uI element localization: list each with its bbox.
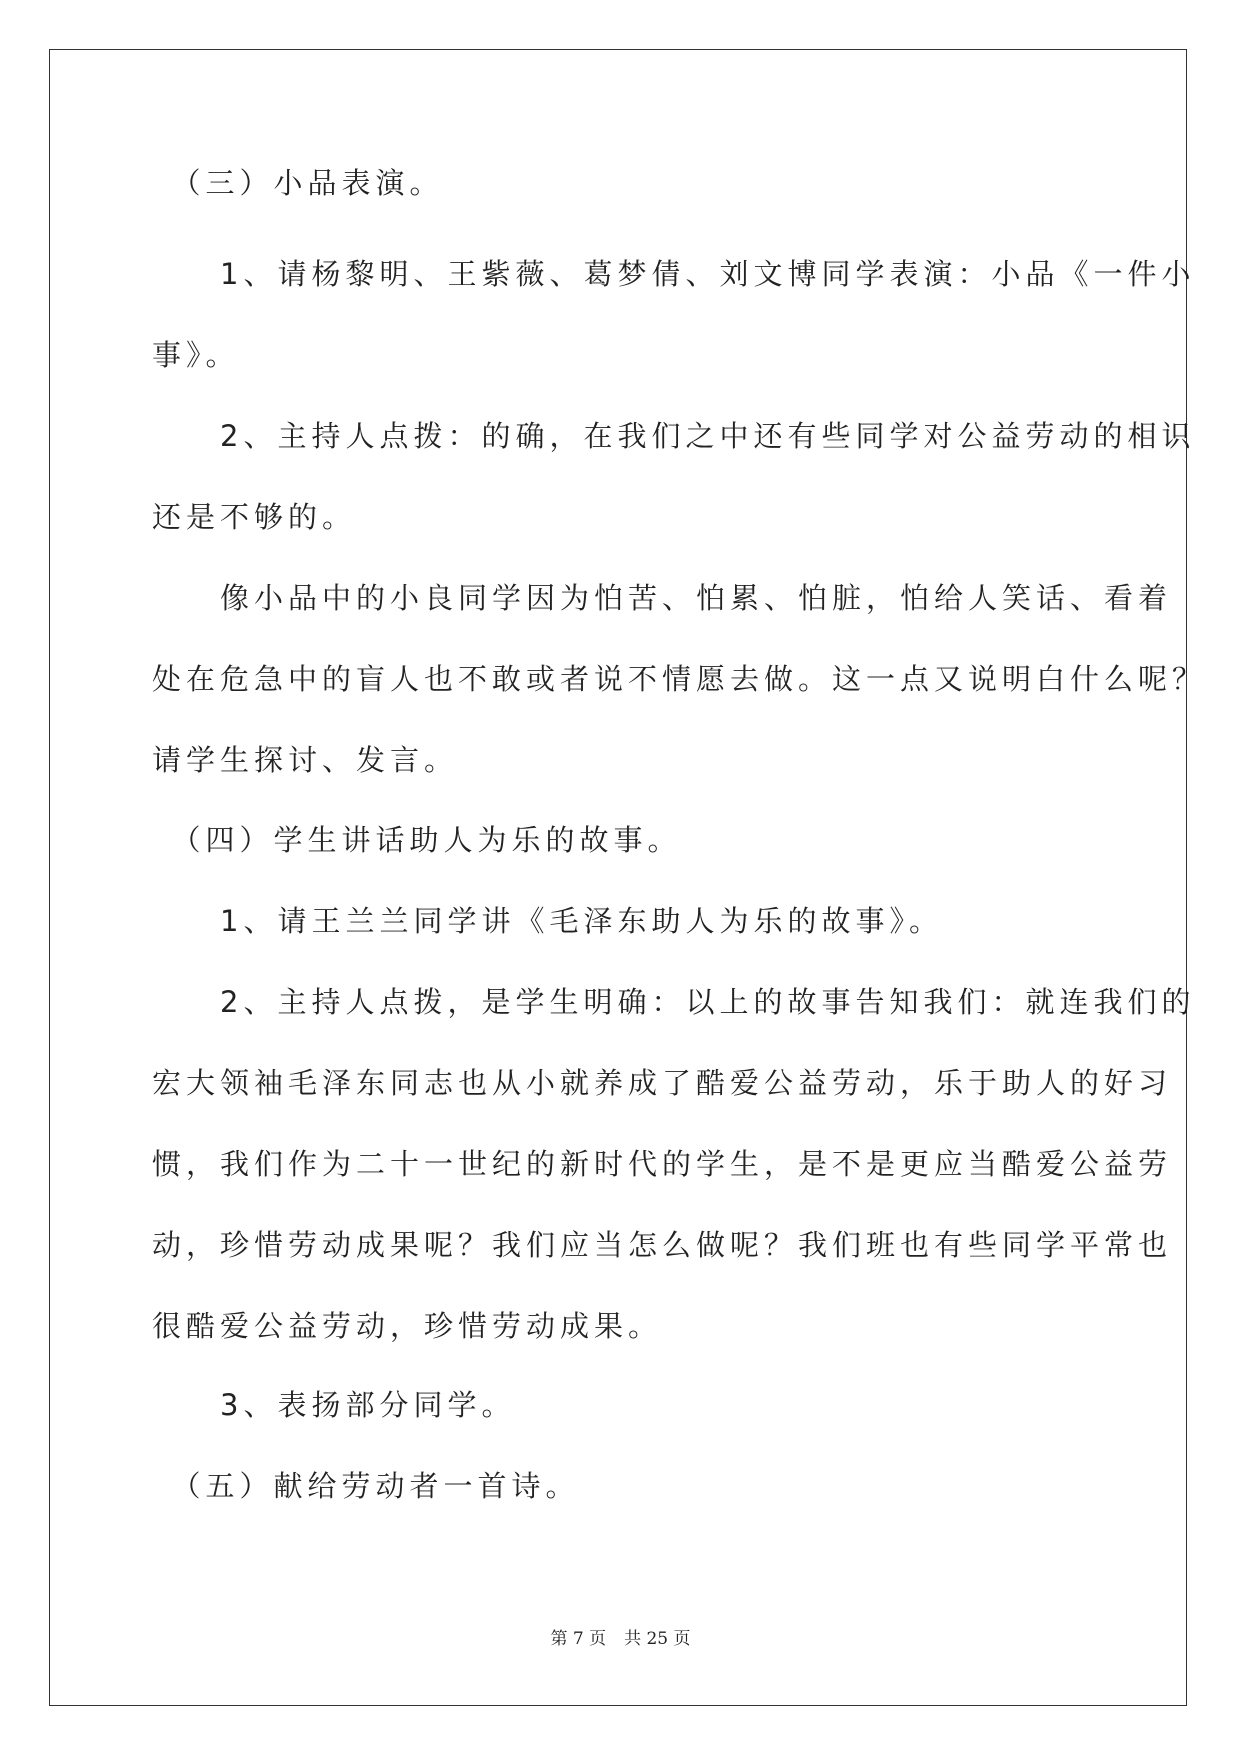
paragraph-item-3: 3、表扬部分同学。 [152,1388,516,1422]
page-total: 共 25 页 [624,1629,691,1649]
section-heading-5: （五）献给劳动者一首诗。 [152,1469,580,1503]
page-footer [0,1624,1241,1649]
paragraph-body: 像小品中的小良同学因为怕苦、怕累、怕脏，怕给人笑话、看着 处在危急中的盲人也不敢或者说不情愿去做。这一点又说明白什么呢？ 请学生探讨、发言。 [152,581,1207,777]
page-number: 第 7 页 [550,1629,607,1649]
paragraph-item-2b: 2、主持人点拨，是学生明确：以上的故事告知我们：就连我们的 宏大领袖毛泽东同志也从小就养成了酷爱公益劳动，乐于助人的好习 惯，我们作为二十一世纪的新时代的学生，是不是更应当酷爱公益劳 动，珍惜劳动成果呢？我们应当怎么做呢？我们班也有些同学平常也 很酷爱公益劳动，珍惜劳动成果。 [152,985,1196,1343]
paragraph-item-1b: 1、请王兰兰同学讲《毛泽东助人为乐的故事》。 [152,904,943,938]
paragraph-item-1: 1、请杨黎明、王紫薇、葛梦倩、刘文博同学表演：小品《一件小 事》。 [152,257,1196,372]
section-heading-3: （三）小品表演。 [152,166,444,200]
section-heading-4: （四）学生讲话助人为乐的故事。 [152,823,682,857]
paragraph-item-2: 2、主持人点拨：的确，在我们之中还有些同学对公益劳动的相识 还是不够的。 [152,419,1196,534]
